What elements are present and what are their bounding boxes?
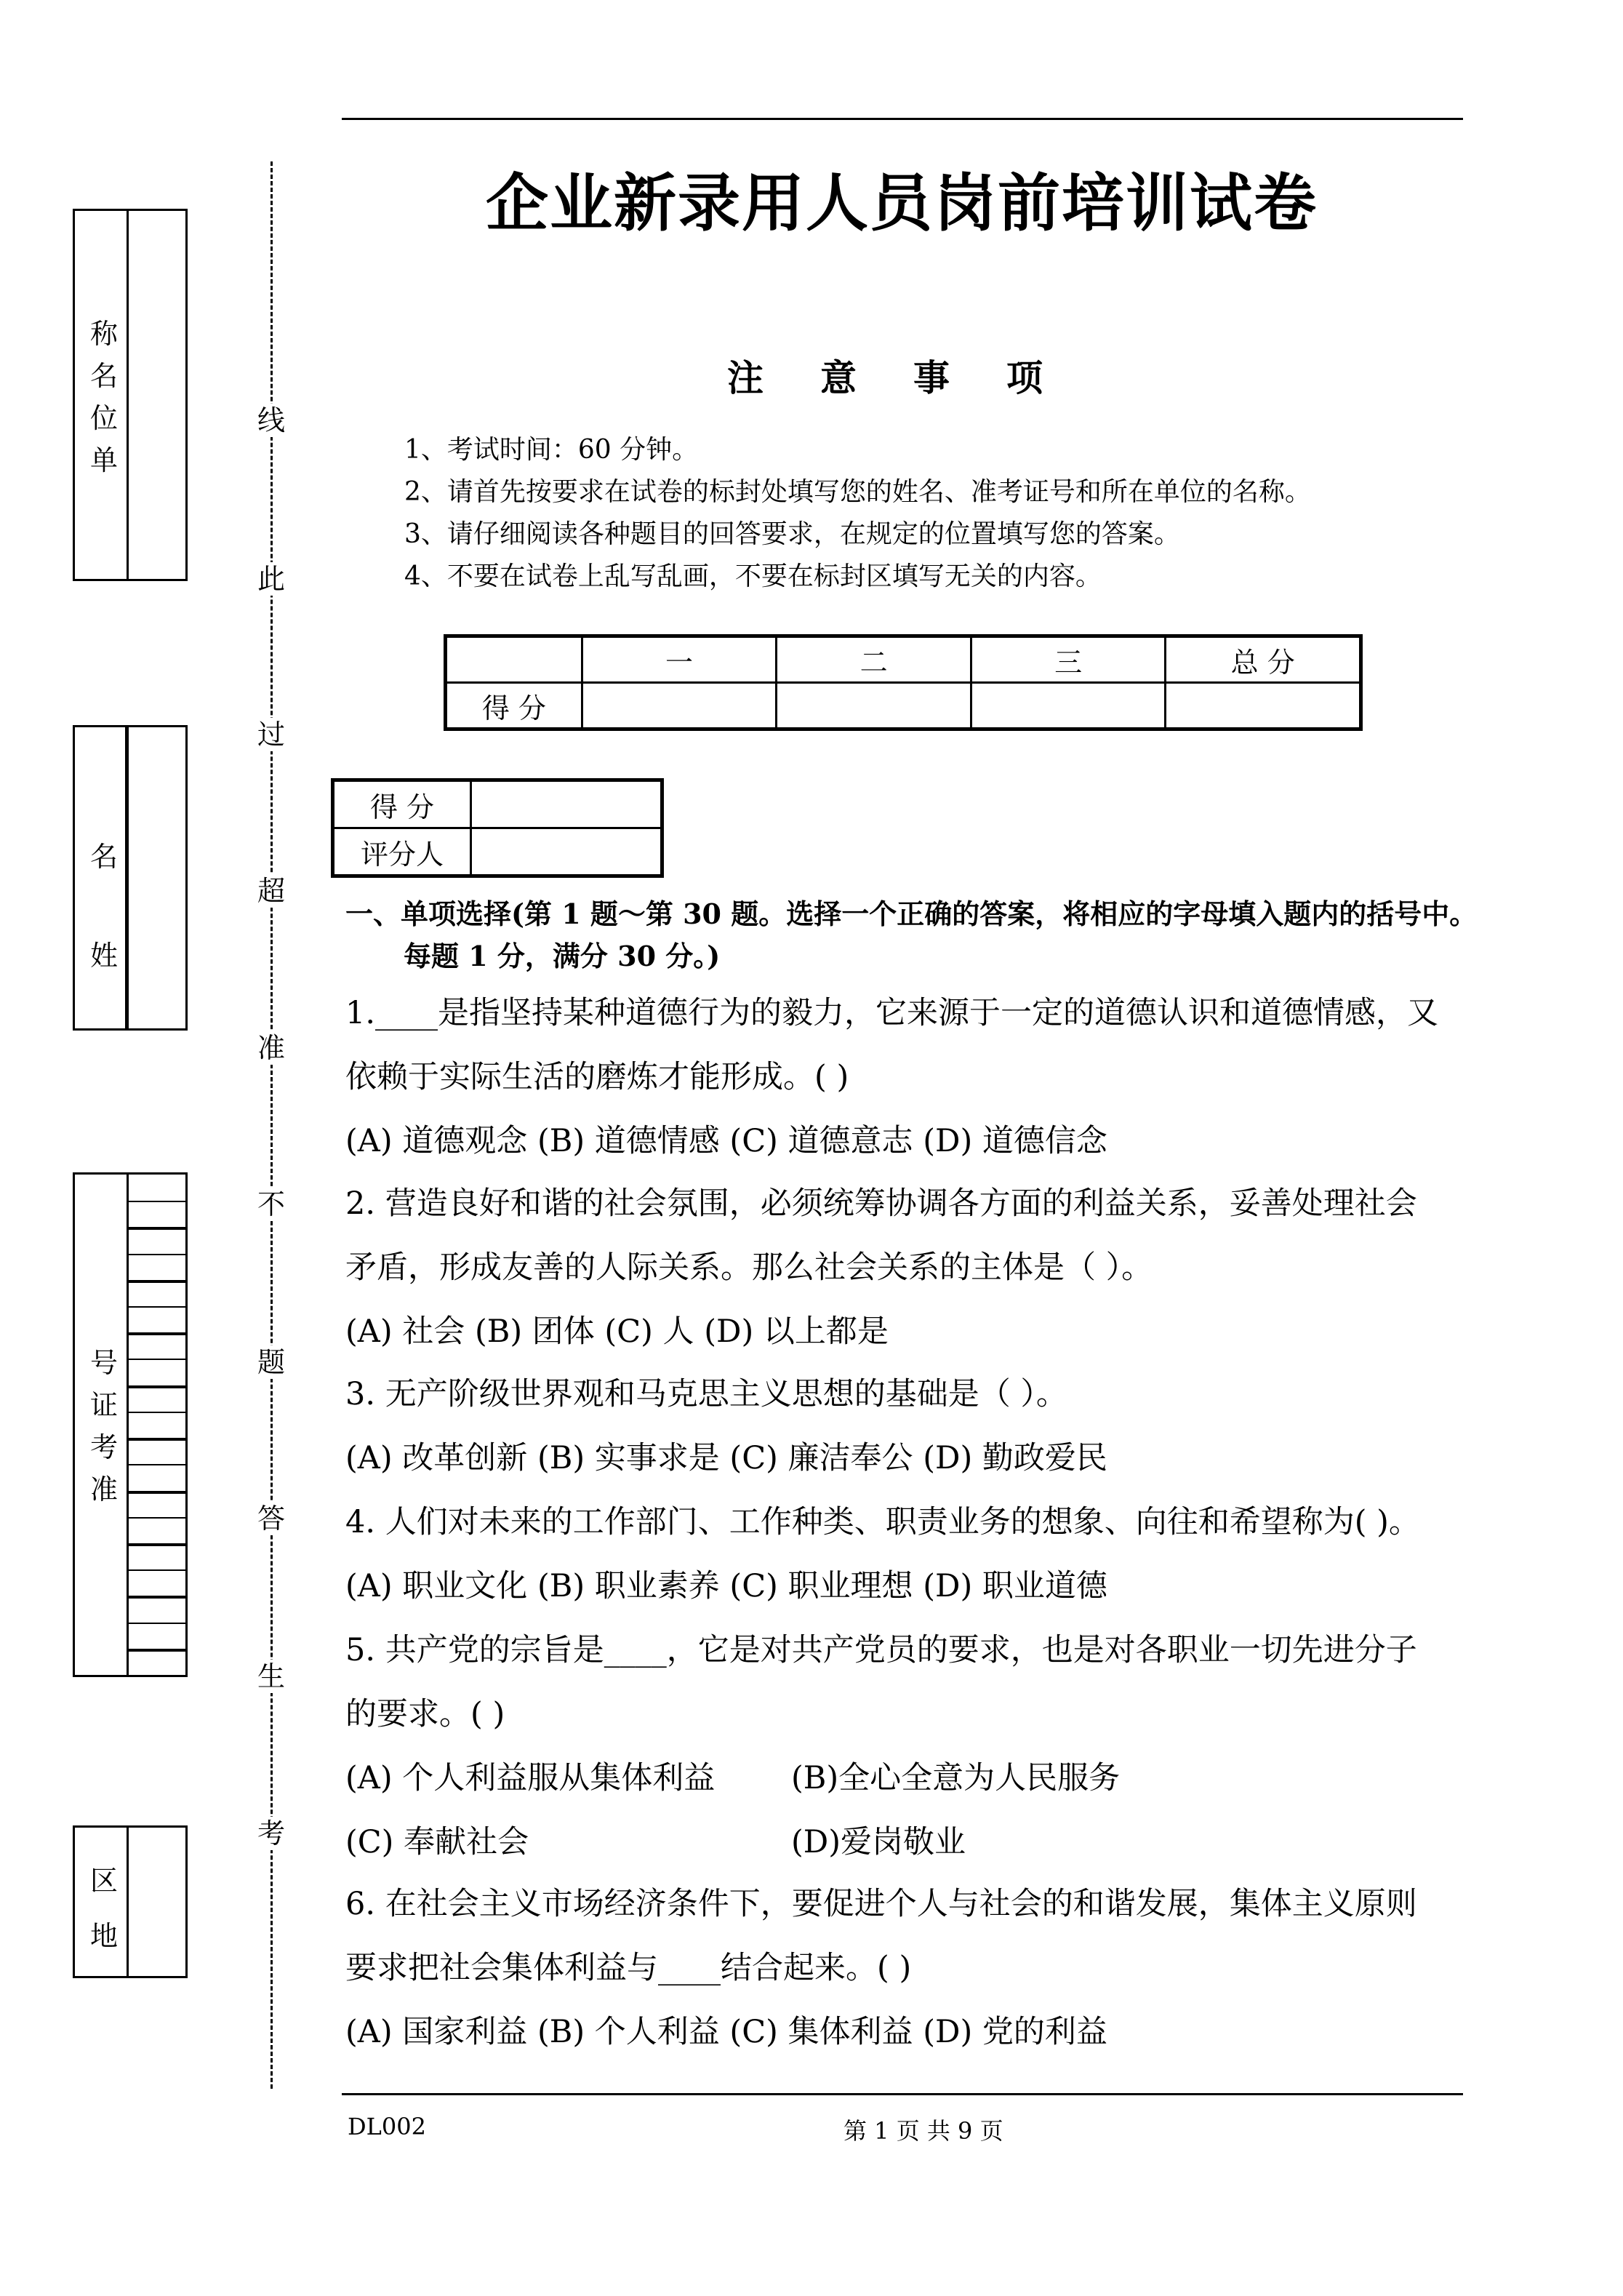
grader-label: 评分人 [333, 828, 471, 876]
score-field[interactable] [471, 780, 662, 828]
exam-number-cell-divider [129, 1385, 185, 1388]
score-cell[interactable] [777, 683, 971, 729]
seal-char: 不 [255, 1188, 288, 1221]
question-options: (C) 奉献社会 (D)爱岗敬业 [345, 1824, 966, 1860]
exam-number-cell-divider [129, 1306, 185, 1308]
question-6: 6. 在社会主义市场经济条件下，要促进个人与社会的和谐发展，集体主义原则 要求把社会集体利益与____结合起来。( ) (A) 国家利益 (B) 个人利益 (C) 集体利益 (D) 党的利益 [345, 1872, 1480, 2064]
unit-label: 称 名 位 单 [89, 318, 118, 476]
exam-number-cell-divider [129, 1543, 185, 1546]
exam-number-cell-divider [129, 1623, 185, 1624]
page-title: 企业新录用人员岗前培训试卷 [486, 167, 1318, 240]
header-cell: 总 分 [1166, 636, 1361, 683]
footer-page: 第 1 页 共 9 页 [843, 2117, 1003, 2145]
unit-box[interactable] [73, 209, 188, 581]
note-item: 4、不要在试卷上乱写乱画，不要在标封区填写无关的内容。 [404, 561, 1102, 591]
question-2: 2. 营造良好和谐的社会氛围，必须统筹协调各方面的利益关系，妥善处理社会 矛盾，形成友善的人际关系。那么社会关系的主体是（ ）。 (A) 社会 (B) 团体 (C) 人 (D) 以上都是 [345, 1172, 1480, 1364]
region-label: 区 地 [89, 1865, 118, 1952]
name-box[interactable] [73, 725, 188, 1031]
score-summary-table [444, 634, 1363, 731]
exam-number-label: 号 证 考 准 [89, 1347, 118, 1505]
bottom-rule [342, 2093, 1463, 2095]
score-cell[interactable] [582, 683, 777, 729]
region-box[interactable] [73, 1825, 188, 1978]
exam-number-cell-divider [129, 1491, 185, 1494]
exam-number-cell-divider [129, 1464, 185, 1465]
grader-field[interactable] [471, 828, 662, 876]
score-cell[interactable] [1166, 683, 1361, 729]
seal-char: 生 [255, 1660, 288, 1693]
seal-char: 准 [255, 1031, 288, 1065]
seal-char: 此 [255, 562, 288, 596]
exam-number-cell-divider [129, 1412, 185, 1413]
exam-number-cell-divider [129, 1201, 185, 1202]
header-cell: 二 [777, 636, 971, 683]
question-4: 4. 人们对未来的工作部门、工作种类、职责业务的想象、向往和希望称为( )。 (A) 职业文化 (B) 职业素养 (C) 职业理想 (D) 职业道德 [345, 1490, 1480, 1618]
exam-number-cell-divider [129, 1254, 185, 1255]
notes-list [404, 429, 1311, 598]
grader-table [331, 778, 664, 878]
header-cell: 一 [582, 636, 777, 683]
exam-number-cell-divider [129, 1517, 185, 1519]
row-label: 得 分 [446, 683, 582, 729]
question-1: 1.____是指坚持某种道德行为的毅力，它来源于一定的道德认识和道德情感，又 依赖于实际生活的磨炼才能形成。( ) (A) 道德观念 (B) 道德情感 (C) 道德意志 (D) 道德信念 [345, 981, 1480, 1173]
note-item: 1、考试时间：60 分钟。 [404, 435, 699, 465]
note-item: 3、请仔细阅读各种题目的回答要求，在规定的位置填写您的答案。 [404, 519, 1180, 549]
question-options: (A) 改革创新 (B) 实事求是 (C) 廉洁奉公 (D) 勤政爱民 [345, 1440, 1107, 1476]
seal-char: 题 [255, 1345, 288, 1379]
question-options: (A) 职业文化 (B) 职业素养 (C) 职业理想 (D) 职业道德 [345, 1568, 1107, 1604]
notice-title: 注意事项 [727, 356, 1099, 399]
score-cell[interactable] [971, 683, 1166, 729]
seal-line [270, 161, 273, 2089]
seal-char: 答 [255, 1502, 288, 1535]
question-options: (A) 个人利益服从集体利益 (B)全心全意为人民服务 [345, 1760, 1121, 1796]
seal-char: 线 [255, 404, 288, 437]
exam-number-cell-divider [129, 1569, 185, 1571]
exam-number-cell-divider [129, 1280, 185, 1283]
question-options: (A) 国家利益 (B) 个人利益 (C) 集体利益 (D) 党的利益 [345, 2014, 1107, 2050]
exam-number-cell-divider [129, 1227, 185, 1230]
seal-char: 考 [255, 1817, 288, 1850]
seal-char: 超 [255, 874, 288, 908]
top-rule [342, 118, 1463, 120]
question-5: 5. 共产党的宗旨是____，它是对共产党员的要求，也是对各职业一切先进分子 的要求。( ) (A) 个人利益服从集体利益 (B)全心全意为人民服务 (C) 奉献社会 (D)爱岗敬业 [345, 1618, 1480, 1874]
note-item: 2、请首先按要求在试卷的标封处填写您的姓名、准考证号和所在单位的名称。 [404, 477, 1311, 507]
exam-number-cell-divider [129, 1359, 185, 1360]
question-3: 3. 无产阶级世界观和马克思主义思想的基础是（ ）。 (A) 改革创新 (B) 实事求是 (C) 廉洁奉公 (D) 勤政爱民 [345, 1362, 1480, 1490]
question-options: (A) 社会 (B) 团体 (C) 人 (D) 以上都是 [345, 1313, 889, 1350]
footer-code: DL002 [348, 2113, 426, 2140]
seal-char: 过 [255, 718, 288, 751]
exam-number-box[interactable] [73, 1172, 188, 1677]
question-options: (A) 道德观念 (B) 道德情感 (C) 道德意志 (D) 道德信念 [345, 1123, 1107, 1159]
name-label: 名 姓 [89, 841, 118, 972]
exam-number-cell-divider [129, 1649, 185, 1652]
section-heading: 一、单项选择(第 1 题～第 30 题。选择一个正确的答案，将相应的字母填入题内的括号中。 每题 1 分，满分 30 分。) [345, 897, 1478, 972]
exam-number-cell-divider [129, 1596, 185, 1599]
exam-number-cell-divider [129, 1332, 185, 1335]
exam-number-cell-divider [129, 1438, 185, 1441]
header-cell: 三 [971, 636, 1166, 683]
score-label: 得 分 [333, 780, 471, 828]
